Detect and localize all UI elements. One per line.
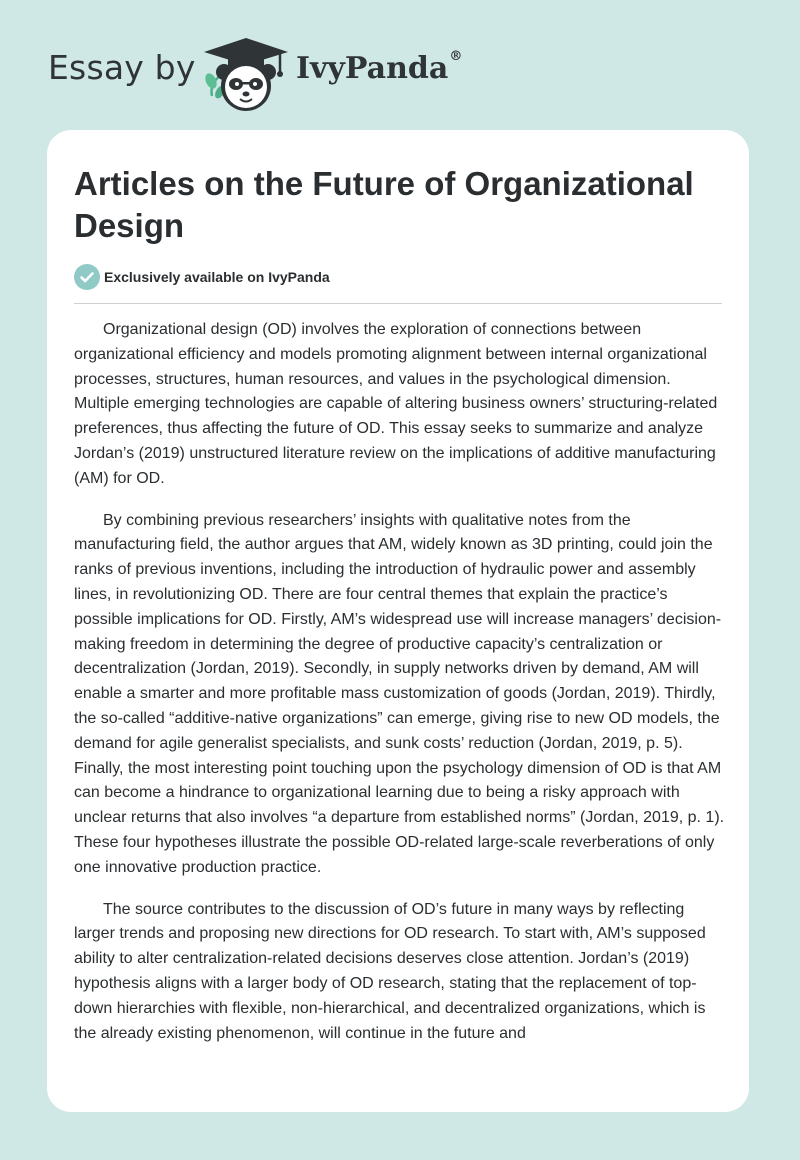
essay-by-label: Essay by xyxy=(48,48,196,87)
essay-card xyxy=(47,130,749,1112)
brand-name: IvyPanda® xyxy=(296,49,463,86)
panda-graduate-icon xyxy=(200,34,292,114)
check-circle-icon xyxy=(74,264,100,290)
registered-mark: ® xyxy=(449,49,463,64)
paragraph: The source contributes to the discussion of OD’s future in many ways by reflecting larger trends and proposing new directions for OD research. To start with, AM’s supposed ability to alter centralization-related decisions deserves close attention. Jordan’s (2019) hypothesis aligns with a larger body of OD research, stating that the replacement of top-down hierarchies with flexible, non-hierarchical, and decentralized organizations, which is the already existing phenomenon, will continue in the future and xyxy=(74,900,706,1042)
paragraph: Organizational design (OD) involves the exploration of connections between organizational efficiency and models promoting alignment between internal organizational processes, structures, human resources, and values in the psychological dimension. Multiple emerging technologies are capable of altering business owners’ structuring-related preferences, thus affecting the future of OD. This essay seeks to summarize and analyze Jordan’s (2019) unstructured literature review on the implications of additive manufacturing (AM) for OD. xyxy=(74,321,718,487)
exclusive-badge-label: Exclusively available on IvyPanda xyxy=(104,269,330,285)
paragraph: By combining previous researchers’ insights with qualitative notes from the manufacturing field, the author argues that AM, widely known as 3D printing, could join the ranks of previous inventions, including the introduction of hydraulic power and assembly lines, in revolutionizing OD. There are four central themes that explain the practice’s possible implications for OD. Firstly, AM’s widespread use will increase managers’ decision-making freedom in determining the degree of productive capacity’s centralization or decentralization (Jordan, 2019). Secondly, in supply networks driven by demand, AM will enable a smarter and more profitable mass customization of goods (Jordan, 2019). Thirdly, the so-called “additive-native organizations” can emerge, giving rise to new OD models, the demand for agile generalist specialists, and sunk costs’ reduction (Jordan, 2019, p. 5). Finally, the most interesting point touching upon the psychology dimension of OD is that AM can become a hindrance to organizational learning due to being a risky approach with unclear returns that also involves “a departure from established norms” (Jordan, 2019, p. 1). These four hypotheses illustrate the possible OD-related large-scale reverberations of only one innovative production practice. xyxy=(74,511,725,876)
essay-body xyxy=(74,318,726,1063)
essay-title: Articles on the Future of Organizational Design xyxy=(74,165,694,244)
divider xyxy=(74,303,722,304)
site-header xyxy=(0,0,800,130)
